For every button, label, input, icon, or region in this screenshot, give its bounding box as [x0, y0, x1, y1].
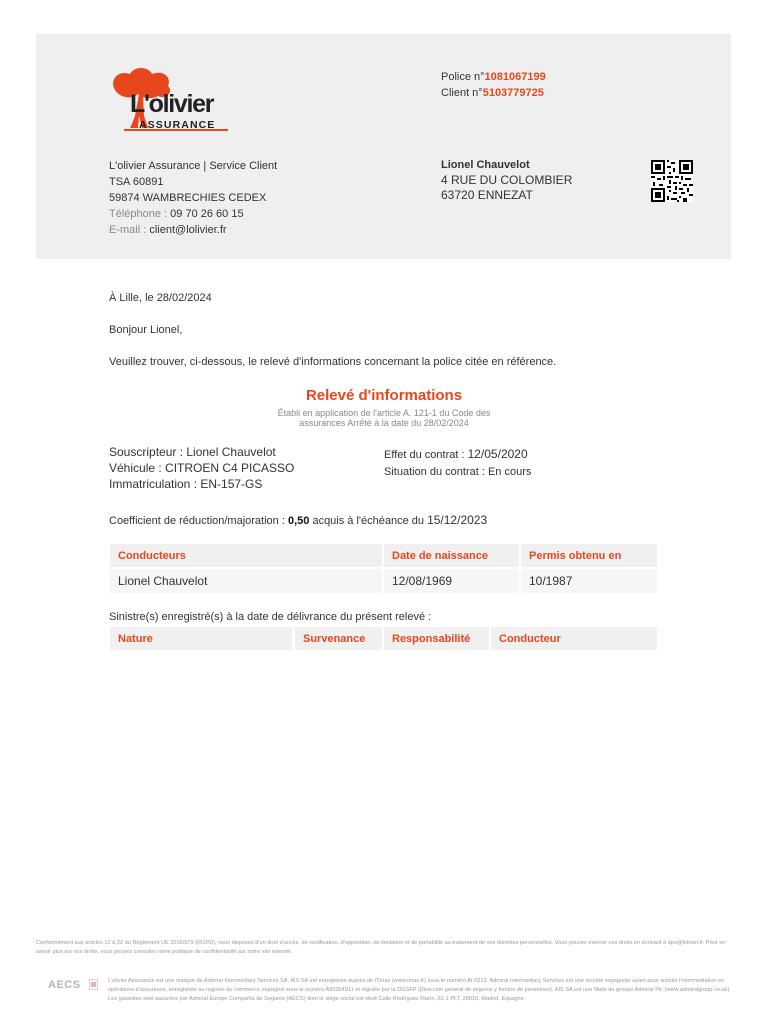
spain-flag-icon	[89, 979, 98, 990]
qr-code-icon	[651, 160, 693, 202]
footer-legal: L'olivier Assurance est une marque de Admiral Intermediary Services SA. AIS SA est enregistrée auprès de l'Orias (www.orias.fr) sous le numéro AI-0213. Admiral Intermediary Services est une société espagnole ayant pour activité l'intermédiation en opérations d'assurance, enregistrée au registre du commerce espagnol sous le numéro A90354911 et régulée par la DGSFP (Dirección general de seguros y fondos de pensiones). AIS SA est une filiale du groupe Admiral Plc (www.admiralgroup.co.uk). Les garanties sont assurées par Admiral Europe Compañía de Seguros (AECS) dont le siège social est situé Calle Rodríguez Marín, 61-1 PLT, 28016, Madrid, Espagne.	[108, 978, 731, 1002]
table-header-cell: Responsabilité	[384, 627, 489, 650]
claims-intro: Sinistre(s) enregistré(s) à la date de délivrance du présent relevé :	[109, 611, 432, 623]
document-subtitle: Établi en application de l'article A. 121-1 du Code des assurances Arrêté à la date du 28/02/2024	[277, 408, 491, 428]
immatriculation: Immatriculation : EN-157-GS	[109, 477, 263, 491]
contract-status: Situation du contrat : En cours	[384, 466, 532, 478]
footer-rgpd: Conformément aux articles 12 à 22 du Règlement UE 2016/679 (RGPD), vous disposez d'un droit d'accès, de rectification, d'opposition, de limitation et de portabilité au traitement de vos données personnelles. Vous pouvez exercer ces droits en écrivant à dpo@lolivier.fr. Pour en savoir plus sur vos droits, vous pouvez consulter notre politique de confidentialité sur notre site internet.	[36, 940, 726, 955]
intro-text: Veuillez trouver, ci-dessous, le relevé d'informations concernant la police citée en référence.	[109, 356, 557, 368]
contract-effect: Effet du contrat : 12/05/2020	[384, 447, 528, 461]
document-title: Relevé d'informations	[305, 387, 463, 404]
recipient-city: 63720 ENNEZAT	[441, 188, 533, 202]
aecs-logo: AECS	[48, 979, 81, 991]
contract-info-left	[109, 444, 294, 492]
logo-subtitle: ASSURANCE	[139, 119, 216, 131]
vehicule: Véhicule : CITROEN C4 PICASSO	[109, 461, 295, 475]
table-header-cell: Nature	[110, 627, 292, 650]
contract-info-right	[384, 446, 531, 481]
sender-email: E-mail : client@lolivier.fr	[109, 224, 227, 236]
email-link[interactable]: client@lolivier.fr	[149, 224, 227, 236]
table-header-cell: Permis obtenu en	[521, 544, 657, 567]
table-cell: Lionel Chauvelot	[110, 569, 382, 593]
place-date: À Lille, le 28/02/2024	[109, 292, 212, 304]
sender-address: L'olivier Assurance | Service Client TSA 60891 59874 WAMBRECHIES CEDEX Téléphone : 09 70 26 60 15 E-mail : client@lolivier.fr	[109, 160, 278, 236]
police-number: Police n°1081067199	[441, 71, 546, 83]
table-header-cell: Date de naissance	[384, 544, 519, 567]
recipient-address	[441, 158, 572, 203]
policy-references	[441, 69, 546, 101]
souscripteur: Souscripteur : Lionel Chauvelot	[109, 445, 276, 459]
coefficient-line: Coefficient de réduction/majoration : 0,50 acquis à l'échéance du 15/12/2023	[109, 513, 488, 527]
table-header-cell: Survenance	[295, 627, 382, 650]
table-cell: 10/1987	[521, 569, 657, 593]
sender-phone: Téléphone : 09 70 26 60 15	[109, 208, 244, 220]
client-number: Client n°5103779725	[441, 87, 544, 99]
greeting: Bonjour Lionel,	[109, 324, 183, 336]
recipient-name: Lionel Chauvelot	[441, 159, 530, 171]
table-header-cell: Conducteurs	[110, 544, 382, 567]
recipient-street: 4 RUE DU COLOMBIER	[441, 173, 573, 187]
table-cell: 12/08/1969	[384, 569, 519, 593]
table-header-cell: Conducteur	[491, 627, 657, 650]
coefficient-value: 0,50	[287, 515, 310, 527]
logo-wordmark: L'olivier	[130, 90, 214, 118]
